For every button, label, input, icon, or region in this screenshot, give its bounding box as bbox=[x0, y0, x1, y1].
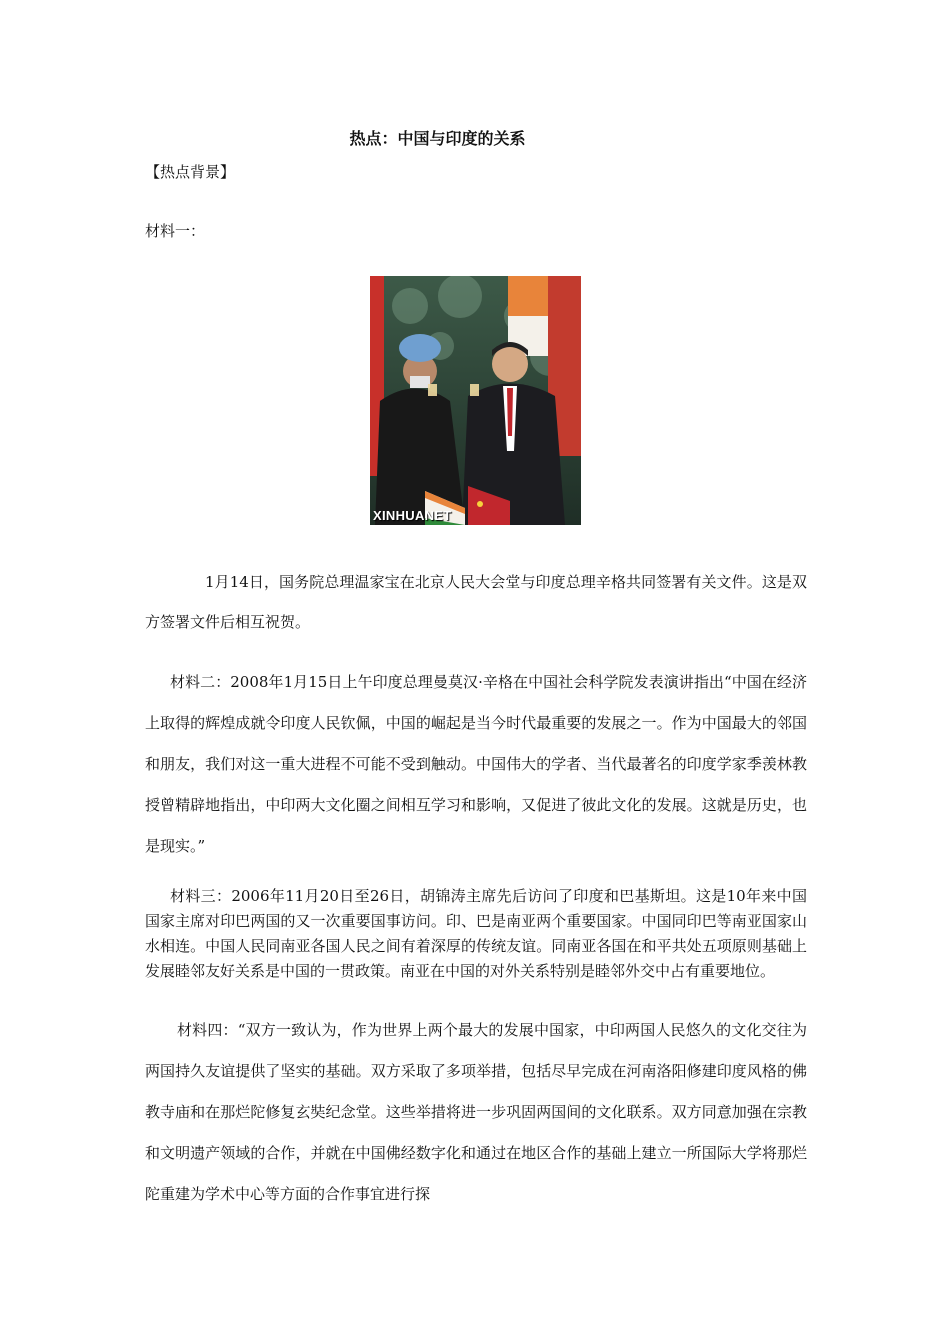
news-photo bbox=[370, 276, 581, 525]
section-heading-background: 【热点背景】 bbox=[145, 163, 236, 181]
paragraph-photo-caption: 1月14日，国务院总理温家宝在北京人民大会堂与印度总理辛格共同签署有关文件。这是双方签署文件后相互祝贺。 bbox=[145, 573, 807, 631]
paragraph-material-four: 材料四：“双方一致认为，作为世界上两个最大的发展中国家，中印两国人民悠久的文化交往为两国持久友谊提供了坚实的基础。双方采取了多项举措，包括尽早完成在河南洛阳修建印度风格的佛教寺庙和在那烂陀修复玄奘纪念堂。这些举措将进一步巩固两国间的文化联系。双方同意加强在宗教和文明遗产领域的合作，并就在中国佛经数字化和通过在地区合作的基础上建立一所国际大学将那烂陀重建为学术中心等方面的合作事宜进行探 bbox=[145, 1021, 807, 1203]
page-title: 热点：中国与印度的关系 bbox=[349, 129, 526, 148]
material-one-label: 材料一： bbox=[145, 222, 206, 240]
paragraph-material-three: 材料三：2006年11月20日至26日，胡锦涛主席先后访问了印度和巴基斯坦。这是10年来中国国家主席对印巴两国的又一次重要国事访问。印、巴是南亚两个重要国家。中国同印巴等南亚国家山水相连。中国人民同南亚各国人民之间有着深厚的传统友谊。同南亚各国在和平共处五项原则基础上发展睦邻友好关系是中国的一贯政策。南亚在中国的对外关系特别是睦邻外交中占有重要地位。 bbox=[145, 887, 807, 980]
paragraph-material-two: 材料二：2008年1月15日上午印度总理曼莫汉·辛格在中国社会科学院发表演讲指出“中国在经济上取得的辉煌成就令印度人民钦佩，中国的崛起是当今时代最重要的发展之一。作为中国最大的邻国和朋友，我们对这一重大进程不可能不受到触动。中国伟大的学者、当代最著名的印度学家季羡林教授曾精辟地指出，中印两大文化圈之间相互学习和影响，又促进了彼此文化的发展。这就是历史，也是现实。” bbox=[145, 673, 807, 855]
photo-watermark: XINHUANET bbox=[373, 508, 452, 523]
